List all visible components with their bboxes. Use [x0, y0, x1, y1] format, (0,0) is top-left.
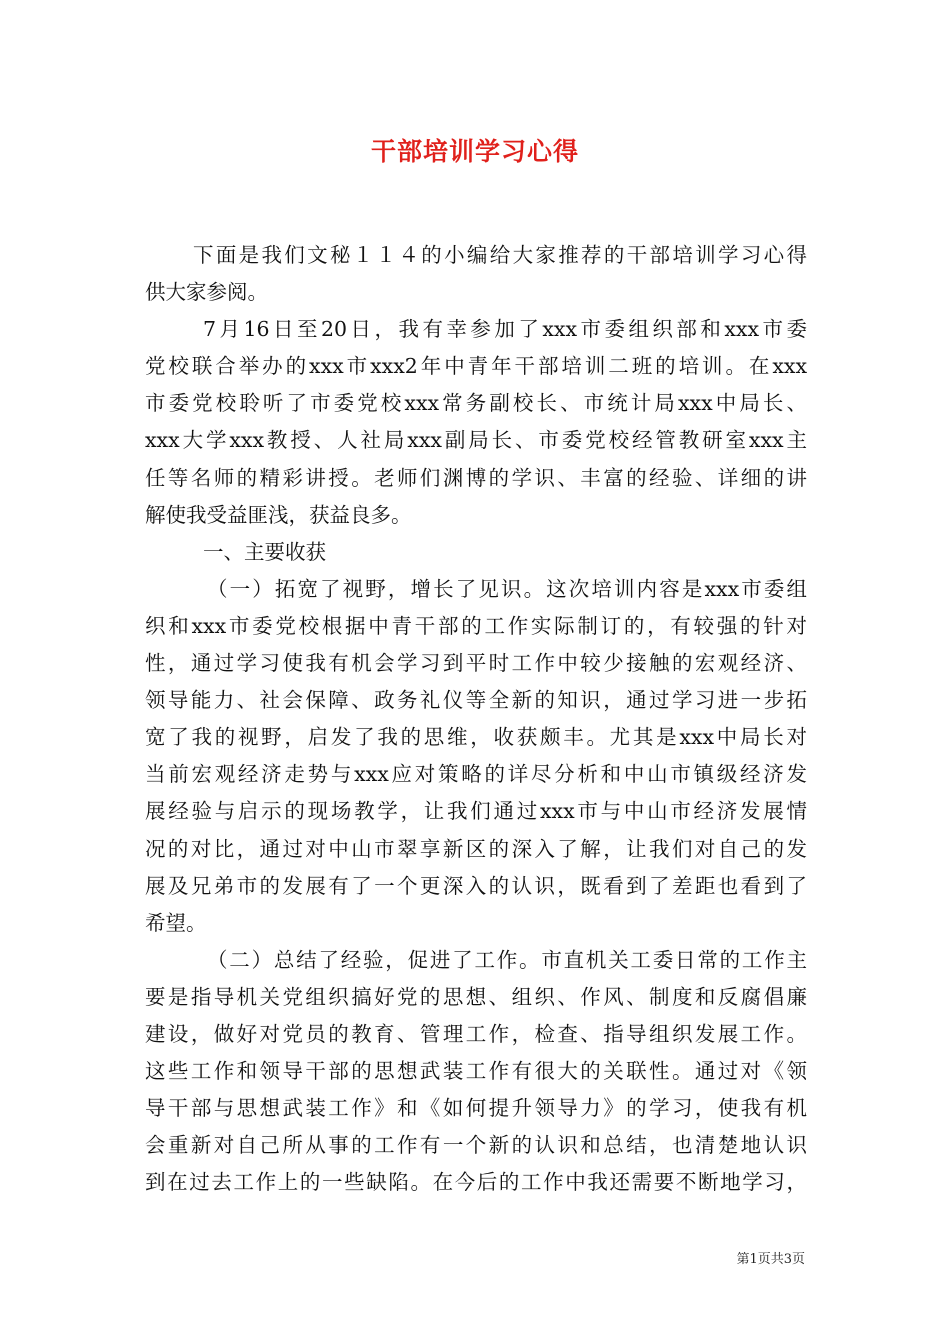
text-line: xxx大学xxx教授、人社局xxx副局长、市委党校经管教研室xxx主: [145, 428, 807, 453]
text-line: 一、主要收获: [203, 539, 326, 564]
page-number: 第1页共3页: [736, 1252, 805, 1267]
text-line: 况的对比，通过对中山市翠享新区的深入了解，让我们对自己的发: [145, 836, 807, 861]
text-line: 导干部与思想武装工作》和《如何提升领导力》的学习，使我有机: [145, 1096, 807, 1121]
text-line: 性，通过学习使我有机会学习到平时工作中较少接触的宏观经济、: [145, 651, 807, 676]
text-line: 到在过去工作上的一些缺陷。在今后的工作中我还需要不断地学习，: [145, 1170, 807, 1195]
text-line: 展经验与启示的现场教学，让我们通过xxx市与中山市经济发展情: [145, 799, 807, 824]
paragraph: [145, 237, 807, 311]
paragraph: [145, 311, 807, 534]
text-line: 任等名师的精彩讲授。老师们渊博的学识、丰富的经验、详细的讲: [145, 465, 807, 490]
text-line: 下面是我们文秘１１４的小编给大家推荐的干部培训学习心得: [193, 243, 807, 267]
paragraph: [145, 571, 807, 942]
text-line: 解使我受益匪浅，获益良多。: [145, 502, 412, 527]
text-line: 要是指导机关党组织搞好党的思想、组织、作风、制度和反腐倡廉: [145, 984, 807, 1009]
text-line: 7月16日至20日，我有幸参加了xxx市委组织部和xxx市委: [203, 317, 807, 342]
text-line: 织和xxx市委党校根据中青干部的工作实际制订的，有较强的针对: [145, 613, 807, 638]
text-line: 党校联合举办的xxx市xxx2年中青年干部培训二班的培训。在xxx: [145, 354, 807, 379]
paragraph: [145, 534, 807, 571]
paragraph: [145, 942, 807, 1202]
text-line: 领导能力、社会保障、政务礼仪等全新的知识，通过学习进一步拓: [145, 688, 807, 713]
text-line: 当前宏观经济走势与xxx应对策略的详尽分析和中山市镇级经济发: [145, 762, 807, 787]
text-line: 这些工作和领导干部的思想武装工作有很大的关联性。通过对《领: [145, 1059, 807, 1084]
text-line: （二）总结了经验，促进了工作。市直机关工委日常的工作主: [207, 947, 807, 972]
text-line: 展及兄弟市的发展有了一个更深入的认识，既看到了差距也看到了: [145, 873, 807, 898]
text-line: 希望。: [145, 910, 207, 935]
text-line: 供大家参阅。: [145, 280, 268, 305]
text-line: 建设，做好对党员的教育、管理工作，检查、指导组织发展工作。: [145, 1021, 807, 1046]
text-line: 会重新对自己所从事的工作有一个新的认识和总结，也清楚地认识: [145, 1133, 807, 1158]
text-line: 宽了我的视野，启发了我的思维，收获颇丰。尤其是xxx中局长对: [145, 725, 807, 750]
document-title: 干部培训学习心得: [370, 137, 579, 166]
text-line: （一）拓宽了视野，增长了见识。这次培训内容是xxx市委组: [207, 576, 807, 601]
document-body: [145, 237, 807, 1201]
text-line: 市委党校聆听了市委党校xxx常务副校长、市统计局xxx中局长、: [145, 391, 807, 416]
